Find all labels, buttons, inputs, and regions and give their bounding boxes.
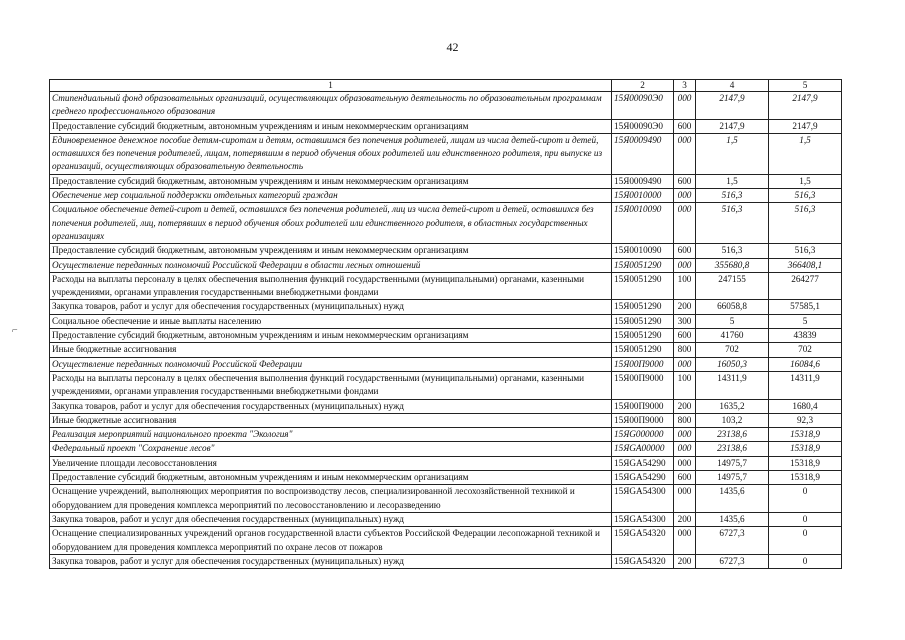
row-name: Предоставление субсидий бюджетным, автономным учреждениям и иным некоммерческим организациям — [50, 119, 612, 133]
row-value-col4: 41760 — [696, 329, 769, 343]
header-col-2: 2 — [612, 80, 674, 92]
row-value-col4: 1635,2 — [696, 399, 769, 413]
table-row — [50, 329, 842, 343]
row-value-col5: 2147,9 — [769, 92, 842, 120]
row-name: Федеральный проект "Сохранение лесов" — [50, 442, 612, 456]
row-value-col4: 1435,6 — [696, 512, 769, 526]
row-value-col5: 14311,9 — [769, 371, 842, 399]
row-value-col4: 23138,6 — [696, 442, 769, 456]
row-value-col5: 516,3 — [769, 244, 842, 258]
row-expense-type: 800 — [674, 413, 696, 427]
table-row — [50, 428, 842, 442]
header-col-1: 1 — [50, 80, 612, 92]
row-code: 15Я0051290 — [612, 272, 674, 300]
row-expense-type: 100 — [674, 272, 696, 300]
row-expense-type: 000 — [674, 189, 696, 203]
row-name: Оснащение специализированных учреждений органов государственной власти субъектов Российской Федерации лесопожарной техникой и оборудованием для проведения комплекса мероприятий по охране лесов от пожаров — [50, 527, 612, 555]
row-code: 15Я00090Э0 — [612, 92, 674, 120]
row-value-col4: 6727,3 — [696, 527, 769, 555]
row-expense-type: 000 — [674, 258, 696, 272]
row-name: Закупка товаров, работ и услуг для обеспечения государственных (муниципальных) нужд — [50, 300, 612, 314]
row-name: Единовременное денежное пособие детям-сиротам и детям, оставшимся без попечения родителей, лицам из числа детей-сирот и детей, оставшихся без попечения родителей, лицам, потерявшим в период обучения обоих родителей или единственного родителя, при выпуске из организаций, осуществляющих образовательную деятельность — [50, 133, 612, 174]
table-row — [50, 527, 842, 555]
row-name: Предоставление субсидий бюджетным, автономным учреждениям и иным некоммерческим организациям — [50, 329, 612, 343]
table-row — [50, 554, 842, 568]
row-value-col4: 247155 — [696, 272, 769, 300]
row-value-col4: 1,5 — [696, 133, 769, 174]
row-value-col4: 6727,3 — [696, 554, 769, 568]
row-value-col5: 264277 — [769, 272, 842, 300]
row-value-col5: 16084,6 — [769, 357, 842, 371]
row-code: 15ЯGA54320 — [612, 527, 674, 555]
table-row — [50, 512, 842, 526]
row-value-col5: 0 — [769, 527, 842, 555]
table-row — [50, 343, 842, 357]
table-row — [50, 203, 842, 244]
row-expense-type: 000 — [674, 442, 696, 456]
table-row — [50, 399, 842, 413]
row-value-col4: 103,2 — [696, 413, 769, 427]
row-value-col5: 702 — [769, 343, 842, 357]
row-code: 15Я0051290 — [612, 300, 674, 314]
table-row — [50, 119, 842, 133]
row-expense-type: 600 — [674, 471, 696, 485]
row-code: 15Я00П9000 — [612, 413, 674, 427]
row-name: Закупка товаров, работ и услуг для обеспечения государственных (муниципальных) нужд — [50, 399, 612, 413]
row-value-col4: 702 — [696, 343, 769, 357]
row-code: 15ЯGA54300 — [612, 512, 674, 526]
row-code: 15Я0051290 — [612, 329, 674, 343]
row-expense-type: 300 — [674, 314, 696, 328]
row-name: Осуществление переданных полномочий Российской Федерации в области лесных отношений — [50, 258, 612, 272]
row-code: 15Я0051290 — [612, 314, 674, 328]
header-col-5: 5 — [769, 80, 842, 92]
row-name: Увеличение площади лесовосстановления — [50, 456, 612, 470]
row-value-col5: 5 — [769, 314, 842, 328]
table-row — [50, 300, 842, 314]
row-code: 15Я0010090 — [612, 203, 674, 244]
row-code: 15ЯGA54300 — [612, 485, 674, 513]
row-expense-type: 000 — [674, 203, 696, 244]
row-name: Иные бюджетные ассигнования — [50, 343, 612, 357]
table-header-row — [50, 80, 842, 92]
row-expense-type: 000 — [674, 357, 696, 371]
row-name: Стипендиальный фонд образовательных организаций, осуществляющих образовательную деятельность по образовательным программам среднего профессионального образования — [50, 92, 612, 120]
row-value-col5: 1,5 — [769, 133, 842, 174]
row-expense-type: 000 — [674, 485, 696, 513]
margin-mark: ⌐ — [12, 325, 18, 336]
row-code: 15Я00090Э0 — [612, 119, 674, 133]
row-expense-type: 200 — [674, 399, 696, 413]
row-value-col4: 5 — [696, 314, 769, 328]
table-row — [50, 442, 842, 456]
table-row — [50, 471, 842, 485]
row-value-col5: 57585,1 — [769, 300, 842, 314]
row-value-col4: 516,3 — [696, 203, 769, 244]
table-row — [50, 244, 842, 258]
table-row — [50, 485, 842, 513]
row-code: 15Я0010000 — [612, 189, 674, 203]
row-value-col4: 14975,7 — [696, 471, 769, 485]
row-value-col4: 2147,9 — [696, 119, 769, 133]
row-code: 15Я00П9000 — [612, 357, 674, 371]
table-body — [50, 92, 842, 569]
row-value-col5: 516,3 — [769, 203, 842, 244]
budget-table — [49, 79, 842, 569]
row-expense-type: 000 — [674, 92, 696, 120]
table-row — [50, 456, 842, 470]
row-name: Осуществление переданных полномочий Российской Федерации — [50, 357, 612, 371]
row-value-col5: 0 — [769, 554, 842, 568]
row-value-col4: 1435,6 — [696, 485, 769, 513]
row-value-col5: 92,3 — [769, 413, 842, 427]
row-expense-type: 000 — [674, 527, 696, 555]
row-name: Предоставление субсидий бюджетным, автономным учреждениям и иным некоммерческим организациям — [50, 174, 612, 188]
row-code: 15Я00П9000 — [612, 399, 674, 413]
row-name: Предоставление субсидий бюджетным, автономным учреждениям и иным некоммерческим организациям — [50, 471, 612, 485]
row-value-col5: 0 — [769, 512, 842, 526]
row-value-col4: 2147,9 — [696, 92, 769, 120]
row-value-col5: 15318,9 — [769, 428, 842, 442]
row-value-col5: 366408,1 — [769, 258, 842, 272]
row-expense-type: 000 — [674, 133, 696, 174]
row-code: 15ЯGA54290 — [612, 456, 674, 470]
page-number: 42 — [446, 40, 459, 54]
row-name: Оснащение учреждений, выполняющих мероприятия по воспроизводству лесов, специализированной лесохозяйственной техникой и оборудованием для проведения комплекса мероприятий по лесовосстановлению и лесоразведению — [50, 485, 612, 513]
row-expense-type: 200 — [674, 300, 696, 314]
table-row — [50, 357, 842, 371]
row-expense-type: 100 — [674, 371, 696, 399]
header-col-3: 3 — [674, 80, 696, 92]
table-row — [50, 258, 842, 272]
row-code: 15ЯGA00000 — [612, 442, 674, 456]
row-expense-type: 600 — [674, 119, 696, 133]
row-code: 15Я0051290 — [612, 343, 674, 357]
row-value-col4: 1,5 — [696, 174, 769, 188]
table-row — [50, 189, 842, 203]
row-code: 15Я0051290 — [612, 258, 674, 272]
row-value-col5: 15318,9 — [769, 471, 842, 485]
row-code: 15ЯGA54290 — [612, 471, 674, 485]
row-value-col5: 15318,9 — [769, 456, 842, 470]
row-code: 15Я0009490 — [612, 133, 674, 174]
row-value-col5: 1,5 — [769, 174, 842, 188]
row-value-col4: 16050,3 — [696, 357, 769, 371]
row-name: Реализация мероприятий национального проекта "Экология" — [50, 428, 612, 442]
row-expense-type: 000 — [674, 428, 696, 442]
row-expense-type: 200 — [674, 554, 696, 568]
row-value-col4: 516,3 — [696, 244, 769, 258]
table-row — [50, 314, 842, 328]
row-value-col4: 14311,9 — [696, 371, 769, 399]
row-name: Социальное обеспечение и иные выплаты населению — [50, 314, 612, 328]
row-expense-type: 200 — [674, 512, 696, 526]
row-value-col4: 14975,7 — [696, 456, 769, 470]
table-row — [50, 413, 842, 427]
table-row — [50, 272, 842, 300]
row-code: 15Я00П9000 — [612, 371, 674, 399]
row-value-col4: 23138,6 — [696, 428, 769, 442]
row-name: Иные бюджетные ассигнования — [50, 413, 612, 427]
row-code: 15ЯGA54320 — [612, 554, 674, 568]
table-row — [50, 174, 842, 188]
row-expense-type: 600 — [674, 244, 696, 258]
row-code: 15Я0009490 — [612, 174, 674, 188]
row-code: 15Я0010090 — [612, 244, 674, 258]
row-value-col4: 66058,8 — [696, 300, 769, 314]
row-name: Предоставление субсидий бюджетным, автономным учреждениям и иным некоммерческим организациям — [50, 244, 612, 258]
row-name: Социальное обеспечение детей-сирот и детей, оставшихся без попечения родителей, лиц из числа детей-сирот и детей, оставшихся без попечения родителей, лиц, потерявших в период обучения обоих родителей или единственного родителя, в областных государственных организациях — [50, 203, 612, 244]
row-code: 15ЯG000000 — [612, 428, 674, 442]
table-row — [50, 371, 842, 399]
row-name: Закупка товаров, работ и услуг для обеспечения государственных (муниципальных) нужд — [50, 554, 612, 568]
table-row — [50, 92, 842, 120]
row-expense-type: 000 — [674, 456, 696, 470]
row-name: Расходы на выплаты персоналу в целях обеспечения выполнения функций государственными (муниципальными) органами, казенными учреждениями, органами управления государственными внебюджетными фондами — [50, 371, 612, 399]
table-row — [50, 133, 842, 174]
row-value-col5: 0 — [769, 485, 842, 513]
row-value-col5: 1680,4 — [769, 399, 842, 413]
row-name: Закупка товаров, работ и услуг для обеспечения государственных (муниципальных) нужд — [50, 512, 612, 526]
row-value-col4: 516,3 — [696, 189, 769, 203]
row-value-col4: 355680,8 — [696, 258, 769, 272]
row-expense-type: 800 — [674, 343, 696, 357]
header-col-4: 4 — [696, 80, 769, 92]
row-value-col5: 516,3 — [769, 189, 842, 203]
row-expense-type: 600 — [674, 174, 696, 188]
row-name: Обеспечение мер социальной поддержки отдельных категорий граждан — [50, 189, 612, 203]
row-expense-type: 600 — [674, 329, 696, 343]
row-value-col5: 15318,9 — [769, 442, 842, 456]
row-value-col5: 43839 — [769, 329, 842, 343]
row-name: Расходы на выплаты персоналу в целях обеспечения выполнения функций государственными (муниципальными) органами, казенными учреждениями, органами управления государственными внебюджетными фондами — [50, 272, 612, 300]
row-value-col5: 2147,9 — [769, 119, 842, 133]
